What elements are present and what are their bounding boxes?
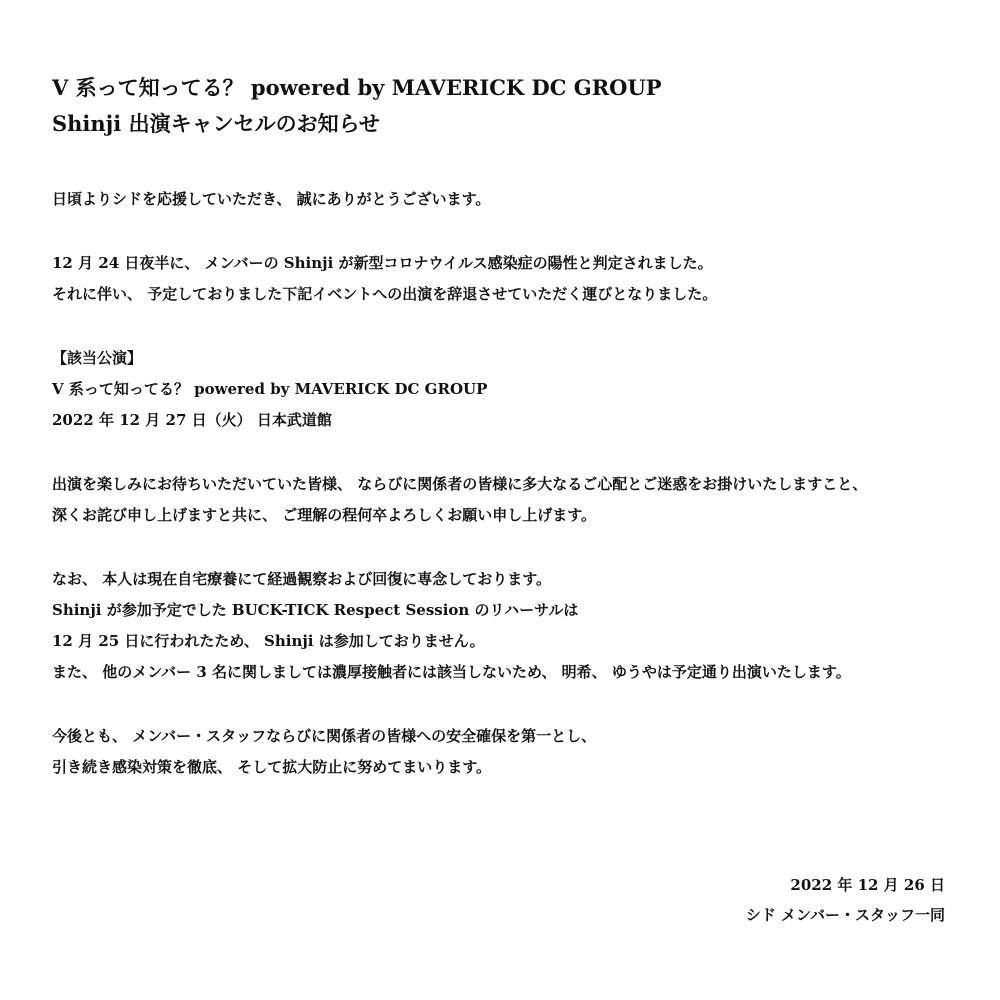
- status-line: Shinji が参加予定でした BUCK-TICK Respect Session のリハーサルは: [52, 601, 579, 619]
- announcement-line: それに伴い、 予定しておりました下記イベントへの出演を辞退させていただく運びとなりました。: [52, 285, 718, 303]
- status-line: また、 他のメンバー 3 名に関しましては濃厚接触者には該当しないため、 明希、 ゆうやは予定通り出演いたします。: [52, 663, 851, 681]
- closing-line: 今後とも、 メンバー・スタッフならびに関係者の皆様への安全確保を第一とし、: [52, 727, 597, 745]
- signature-from: シド メンバー・スタッフ一同: [745, 906, 945, 924]
- signature-date: 2022 年 12 月 26 日: [790, 876, 945, 894]
- apology-paragraph: [52, 469, 952, 531]
- announcement-paragraph: [52, 248, 952, 310]
- closing-paragraph: [52, 721, 952, 783]
- apology-line: 深くお詫び申し上げますと共に、 ご理解の程何卒よろしくお願い申し上げます。: [52, 506, 597, 524]
- notice-title: [52, 70, 952, 142]
- event-name: V 系って知ってる？ powered by MAVERICK DC GROUP: [52, 380, 488, 398]
- event-date-venue: 2022 年 12 月 27 日（火） 日本武道館: [52, 411, 332, 429]
- announcement-line: 12 月 24 日夜半に、 メンバーの Shinji が新型コロナウイルス感染症の陽性と判定されました。: [52, 254, 713, 272]
- apology-line: 出演を楽しみにお待ちいただいていた皆様、 ならびに関係者の皆様に多大なるご心配とご迷惑をお掛けいたしますこと、: [52, 475, 868, 493]
- notice-document: [52, 70, 952, 816]
- event-title-heading: V 系って知ってる？ powered by MAVERICK DC GROUP: [52, 75, 662, 100]
- signature-block: [746, 870, 945, 930]
- status-line: 12 月 25 日に行われたため、 Shinji は参加しておりません。: [52, 632, 485, 650]
- greeting-line: 日頃よりシドを応援していただき、 誠にありがとうございます。: [52, 190, 491, 208]
- status-paragraph: [52, 564, 952, 688]
- cancellation-heading: Shinji 出演キャンセルのお知らせ: [52, 111, 380, 136]
- event-heading: 【該当公演】: [52, 349, 143, 367]
- greeting-paragraph: [52, 184, 952, 215]
- closing-line: 引き続き感染対策を徹底、 そして拡大防止に努めてまいります。: [52, 758, 492, 776]
- event-details: [52, 343, 952, 436]
- status-line: なお、 本人は現在自宅療養にて経過観察および回復に専念しております。: [52, 570, 552, 588]
